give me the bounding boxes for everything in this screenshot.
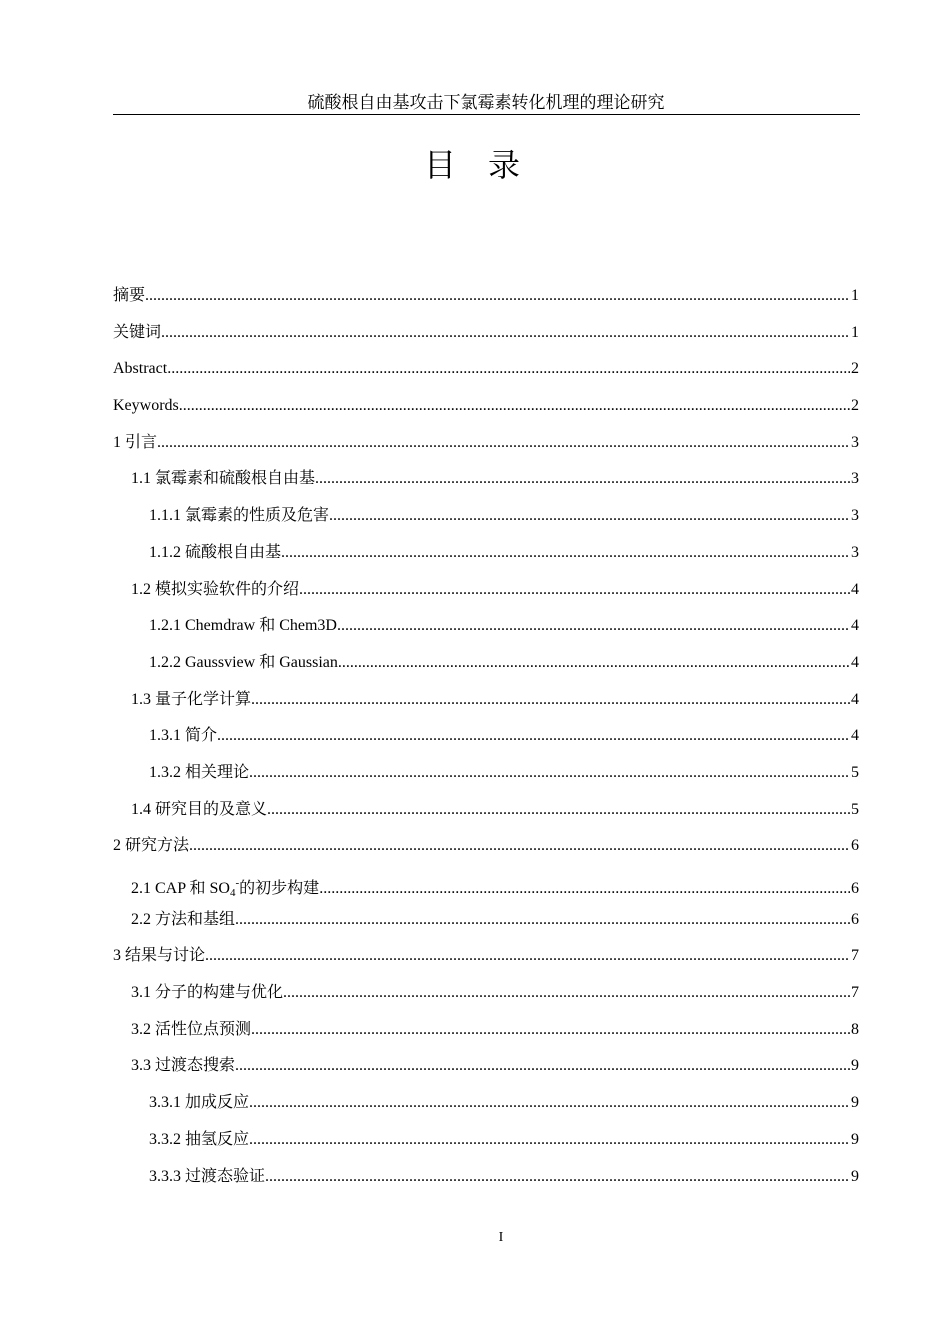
toc-entry[interactable] (113, 755, 859, 792)
toc-entry-page: 1 (851, 323, 859, 341)
toc-entry-label: 3.3 过渡态搜索 (131, 1057, 236, 1075)
toc-entry[interactable] (113, 718, 859, 755)
toc-entry[interactable] (113, 975, 859, 1012)
toc-entry-page: 1 (851, 287, 859, 304)
toc-entry-page: 7 (851, 947, 859, 965)
toc-entry-page: 3 (851, 433, 859, 451)
toc-entry-label: 3.1 分子的构建与优化 (131, 984, 284, 1002)
toc-entry-label: 1.3.2 相关理论 (149, 763, 250, 781)
toc-entry-page: 6 (851, 910, 859, 928)
toc-entry-label: 3.2 活性位点预测 (131, 1020, 252, 1038)
toc-entry-label: 1.3.1 简介 (149, 727, 218, 745)
toc-entry-page: 8 (851, 1020, 859, 1038)
toc-entry-label: 1.1 氯霉素和硫酸根自由基 (131, 470, 316, 488)
toc-entry-label: Keywords (113, 397, 179, 415)
toc-entry-label: 2 研究方法 (113, 837, 190, 855)
superscript-minus: - (235, 877, 240, 889)
toc-entry-page: 9 (851, 1094, 859, 1112)
toc-entry-page: 2 (851, 397, 859, 415)
toc-entry-label: 1.2.1 Chemdraw 和 Chem3D (149, 617, 337, 635)
toc-entry-page: 3 (851, 543, 859, 561)
toc-entry-page: 9 (851, 1057, 859, 1075)
footer-page-number: I (498, 1230, 504, 1245)
toc-dot-leader (251, 1012, 850, 1049)
toc-entry-label: 3 结果与讨论 (113, 947, 206, 965)
toc-entry-page: 3 (851, 470, 859, 488)
toc-entry-page: 4 (851, 727, 859, 745)
toc-dot-leader (189, 828, 850, 865)
toc-entry[interactable] (113, 572, 859, 609)
toc-entry-label: 3.3.3 过渡态验证 (149, 1167, 266, 1185)
toc-entry[interactable] (113, 425, 859, 462)
toc-dot-leader (161, 315, 850, 352)
toc-entry[interactable] (113, 1085, 859, 1122)
toc-entry-label: Abstract (113, 360, 168, 378)
toc-dot-leader (157, 425, 850, 462)
toc-entry-page: 3 (851, 507, 859, 525)
toc-dot-leader (299, 572, 850, 609)
toc-entry-label: 3.3.2 抽氢反应 (149, 1130, 250, 1148)
toc-dot-leader (337, 608, 850, 645)
toc-entry-page: 9 (851, 1167, 859, 1185)
toc-entry-label: 1.1.1 氯霉素的性质及危害 (149, 507, 330, 525)
toc-entry[interactable] (113, 1012, 859, 1049)
toc-entry[interactable] (113, 498, 859, 535)
toc-title-char: 目 (423, 147, 488, 183)
subscript-4: 4 (230, 887, 236, 899)
running-header-title: 硫酸根自由基攻击下氯霉素转化机理的理论研究 (307, 93, 665, 112)
toc-entry-page: 7 (851, 984, 859, 1002)
toc-entry[interactable] (113, 682, 859, 719)
toc-entry[interactable] (113, 792, 859, 829)
toc-entry[interactable] (113, 351, 859, 388)
toc-entry-page: 6 (851, 880, 859, 897)
toc-entry[interactable] (113, 902, 859, 939)
toc-dot-leader (249, 1122, 850, 1159)
toc-entry-page: 9 (851, 1130, 859, 1148)
toc-entry-label: 2.2 方法和基组 (131, 910, 236, 928)
toc-dot-leader (338, 645, 850, 682)
toc-dot-leader (249, 1085, 850, 1122)
toc-entry[interactable] (113, 461, 859, 498)
toc-entry[interactable] (113, 938, 859, 975)
toc-dot-leader (283, 975, 850, 1012)
toc-dot-leader (235, 1048, 850, 1085)
toc-entry[interactable] (113, 608, 859, 645)
toc-entry-label: 1.1.2 硫酸根自由基 (149, 543, 282, 561)
toc-entry-page: 4 (851, 617, 859, 635)
toc-entry-page: 4 (851, 580, 859, 598)
toc-dot-leader (145, 278, 850, 315)
toc-dot-leader (167, 351, 850, 388)
toc-entry-page: 5 (851, 800, 859, 818)
toc-entry-label-prefix: 2.1 CAP 和 SO (131, 880, 230, 897)
table-of-contents (113, 278, 859, 1195)
toc-entry-page: 4 (851, 690, 859, 708)
toc-entry[interactable] (113, 278, 859, 315)
toc-entry-label: 1 引言 (113, 433, 158, 451)
toc-dot-leader (315, 461, 850, 498)
toc-entry-label: 1.2.2 Gaussview 和 Gaussian (149, 653, 338, 671)
toc-title-char: 录 (488, 147, 553, 183)
toc-entry[interactable] (113, 1159, 859, 1196)
toc-entry-label: 1.4 研究目的及意义 (131, 800, 268, 818)
toc-dot-leader (249, 755, 850, 792)
toc-dot-leader (235, 902, 850, 939)
toc-dot-leader (267, 792, 850, 829)
toc-entry[interactable] (113, 1048, 859, 1085)
toc-dot-leader (265, 1159, 850, 1196)
toc-dot-leader (329, 498, 850, 535)
toc-entry-label: 关键词 (113, 323, 162, 341)
toc-entry-page: 6 (851, 837, 859, 855)
toc-entry-label: 1.3 量子化学计算 (131, 690, 252, 708)
toc-entry-label: 摘要 (113, 287, 146, 304)
toc-entry[interactable] (113, 535, 859, 572)
toc-dot-leader (179, 388, 850, 425)
toc-entry[interactable] (113, 828, 859, 865)
toc-entry-label: 3.3.1 加成反应 (149, 1094, 250, 1112)
toc-entry[interactable] (113, 865, 859, 902)
toc-entry-label: 1.2 模拟实验软件的介绍 (131, 580, 300, 598)
toc-dot-leader (281, 535, 850, 572)
toc-entry[interactable] (113, 315, 859, 352)
toc-entry-page: 4 (851, 653, 859, 671)
toc-entry[interactable] (113, 645, 859, 682)
toc-entry-page: 5 (851, 763, 859, 781)
header-rule (113, 114, 860, 115)
toc-entry-label-suffix: 的初步构建 (239, 880, 320, 897)
toc-dot-leader (205, 938, 850, 975)
toc-entry[interactable] (113, 388, 859, 425)
toc-title (0, 144, 950, 186)
toc-entry-page: 2 (851, 360, 859, 378)
toc-dot-leader (251, 682, 850, 719)
toc-dot-leader (217, 718, 850, 755)
toc-entry[interactable] (113, 1122, 859, 1159)
